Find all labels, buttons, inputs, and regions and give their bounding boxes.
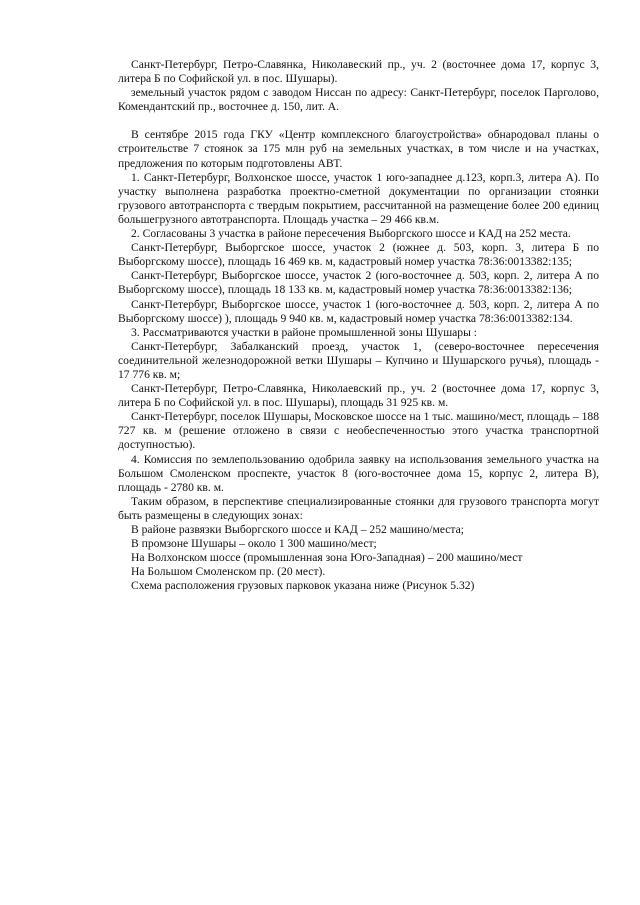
paragraph-item-3-site-b: Санкт-Петербург, Петро-Славянка, Николаевский пр., уч. 2 (восточнее дома 17, корпус 3, литера Б по Софийской ул. в пос. Шушары), площадь 31 925 кв. м. bbox=[118, 382, 599, 410]
document-page bbox=[118, 58, 599, 593]
paragraph-intro-2015: В сентябре 2015 года ГКУ «Центр комплексного благоустройства» обнародовал планы о строительстве 7 стоянок за 175 млн руб на земельных участках, в том числе и на участках, предложения по которым подготовлены АВТ. bbox=[118, 128, 599, 170]
paragraph-item-2-site-b: Санкт-Петербург, Выборгское шоссе, участок 2 (юго-восточнее д. 503, корп. 2, литера А по Выборгскому шоссе), площадь 18 133 кв. м, кадастровый номер участка 78:36:0013382:136; bbox=[118, 269, 599, 297]
paragraph-item-4: 4. Комиссия по землепользованию одобрила заявку на использования земельного участка на Большом Смоленском проспекте, участок 8 (юго-восточнее дома 15, корпус 2, литера В), площадь - 2780 кв. м. bbox=[118, 452, 599, 494]
paragraph-item-3-site-a: Санкт-Петербург, Забалканский проезд, участок 1, (северо-восточнее пересечения соединительной железнодорожной ветки Шушары – Купчино и Шушарского ручья), площадь - 17 776 кв. м; bbox=[118, 339, 599, 381]
paragraph-item-3: 3. Рассматриваются участки в районе промышленной зоны Шушары : bbox=[131, 325, 477, 339]
paragraph-summary: Таким образом, в перспективе специализированные стоянки для грузового транспорта могут быть размещены в следующих зонах: bbox=[118, 494, 599, 522]
paragraph-address-pargolovo: земельный участок рядом с заводом Ниссан по адресу: Санкт-Петербург, поселок Парголово, Комендантский пр., восточнее д. 150, лит. А. bbox=[118, 86, 599, 114]
paragraph-item-2-site-a: Санкт-Петербург, Выборгское шоссе, участок 2 (южнее д. 503, корп. 3, литера Б по Выборгскому шоссе), площадь 16 469 кв. м, кадастровый номер участка 78:36:0013382:135; bbox=[118, 241, 599, 269]
paragraph-item-3-site-c: Санкт-Петербург, поселок Шушары, Московское шоссе на 1 тыс. машино/мест, площадь – 188 727 кв. м (решение отложено в связи с необеспеченностью этого участка транспортной доступностью). bbox=[118, 410, 599, 452]
zone-list-item: В промзоне Шушары – около 1 300 машино/мест; bbox=[131, 537, 377, 551]
paragraph-item-2: 2. Согласованы 3 участка в районе пересечения Выборгского шоссе и КАД на 252 места. bbox=[131, 227, 571, 241]
zone-list-item: В районе развязки Выборгского шоссе и КАД – 252 машино/места; bbox=[131, 523, 464, 536]
zone-list-item: На Волхонском шоссе (промышленная зона Юго-Западная) – 200 машино/мест bbox=[131, 551, 523, 565]
paragraph-figure-reference: Схема расположения грузовых парковок указана ниже (Рисунок 5.32) bbox=[131, 579, 475, 593]
zone-list-item: На Большом Смоленском пр. (20 мест). bbox=[131, 565, 326, 579]
paragraph-item-1: 1. Санкт-Петербург, Волхонское шоссе, участок 1 юго-западнее д.123, корп.3, литера А). По участку выполнена разработка проектно-сметной документации по организации стоянки грузового автотранспорта с твердым покрытием, рассчитанной на размещение более 200 единиц большегрузного автотранспорта. Площадь участка – 29 466 кв.м. bbox=[118, 170, 599, 226]
paragraph-address-petro-slavyanka: Санкт-Петербург, Петро-Славянка, Николавеский пр., уч. 2 (восточнее дома 17, корпус 3, литера Б по Софийской ул. в пос. Шушары). bbox=[118, 58, 599, 86]
paragraph-item-2-site-c: Санкт-Петербург, Выборгское шоссе, участок 1 (юго-восточнее д. 503, корп. 2, литера А по Выборгскому шоссе) ), площадь 9 940 кв. м, кадастровый номер участка 78:36:0013382:134. bbox=[118, 297, 599, 325]
